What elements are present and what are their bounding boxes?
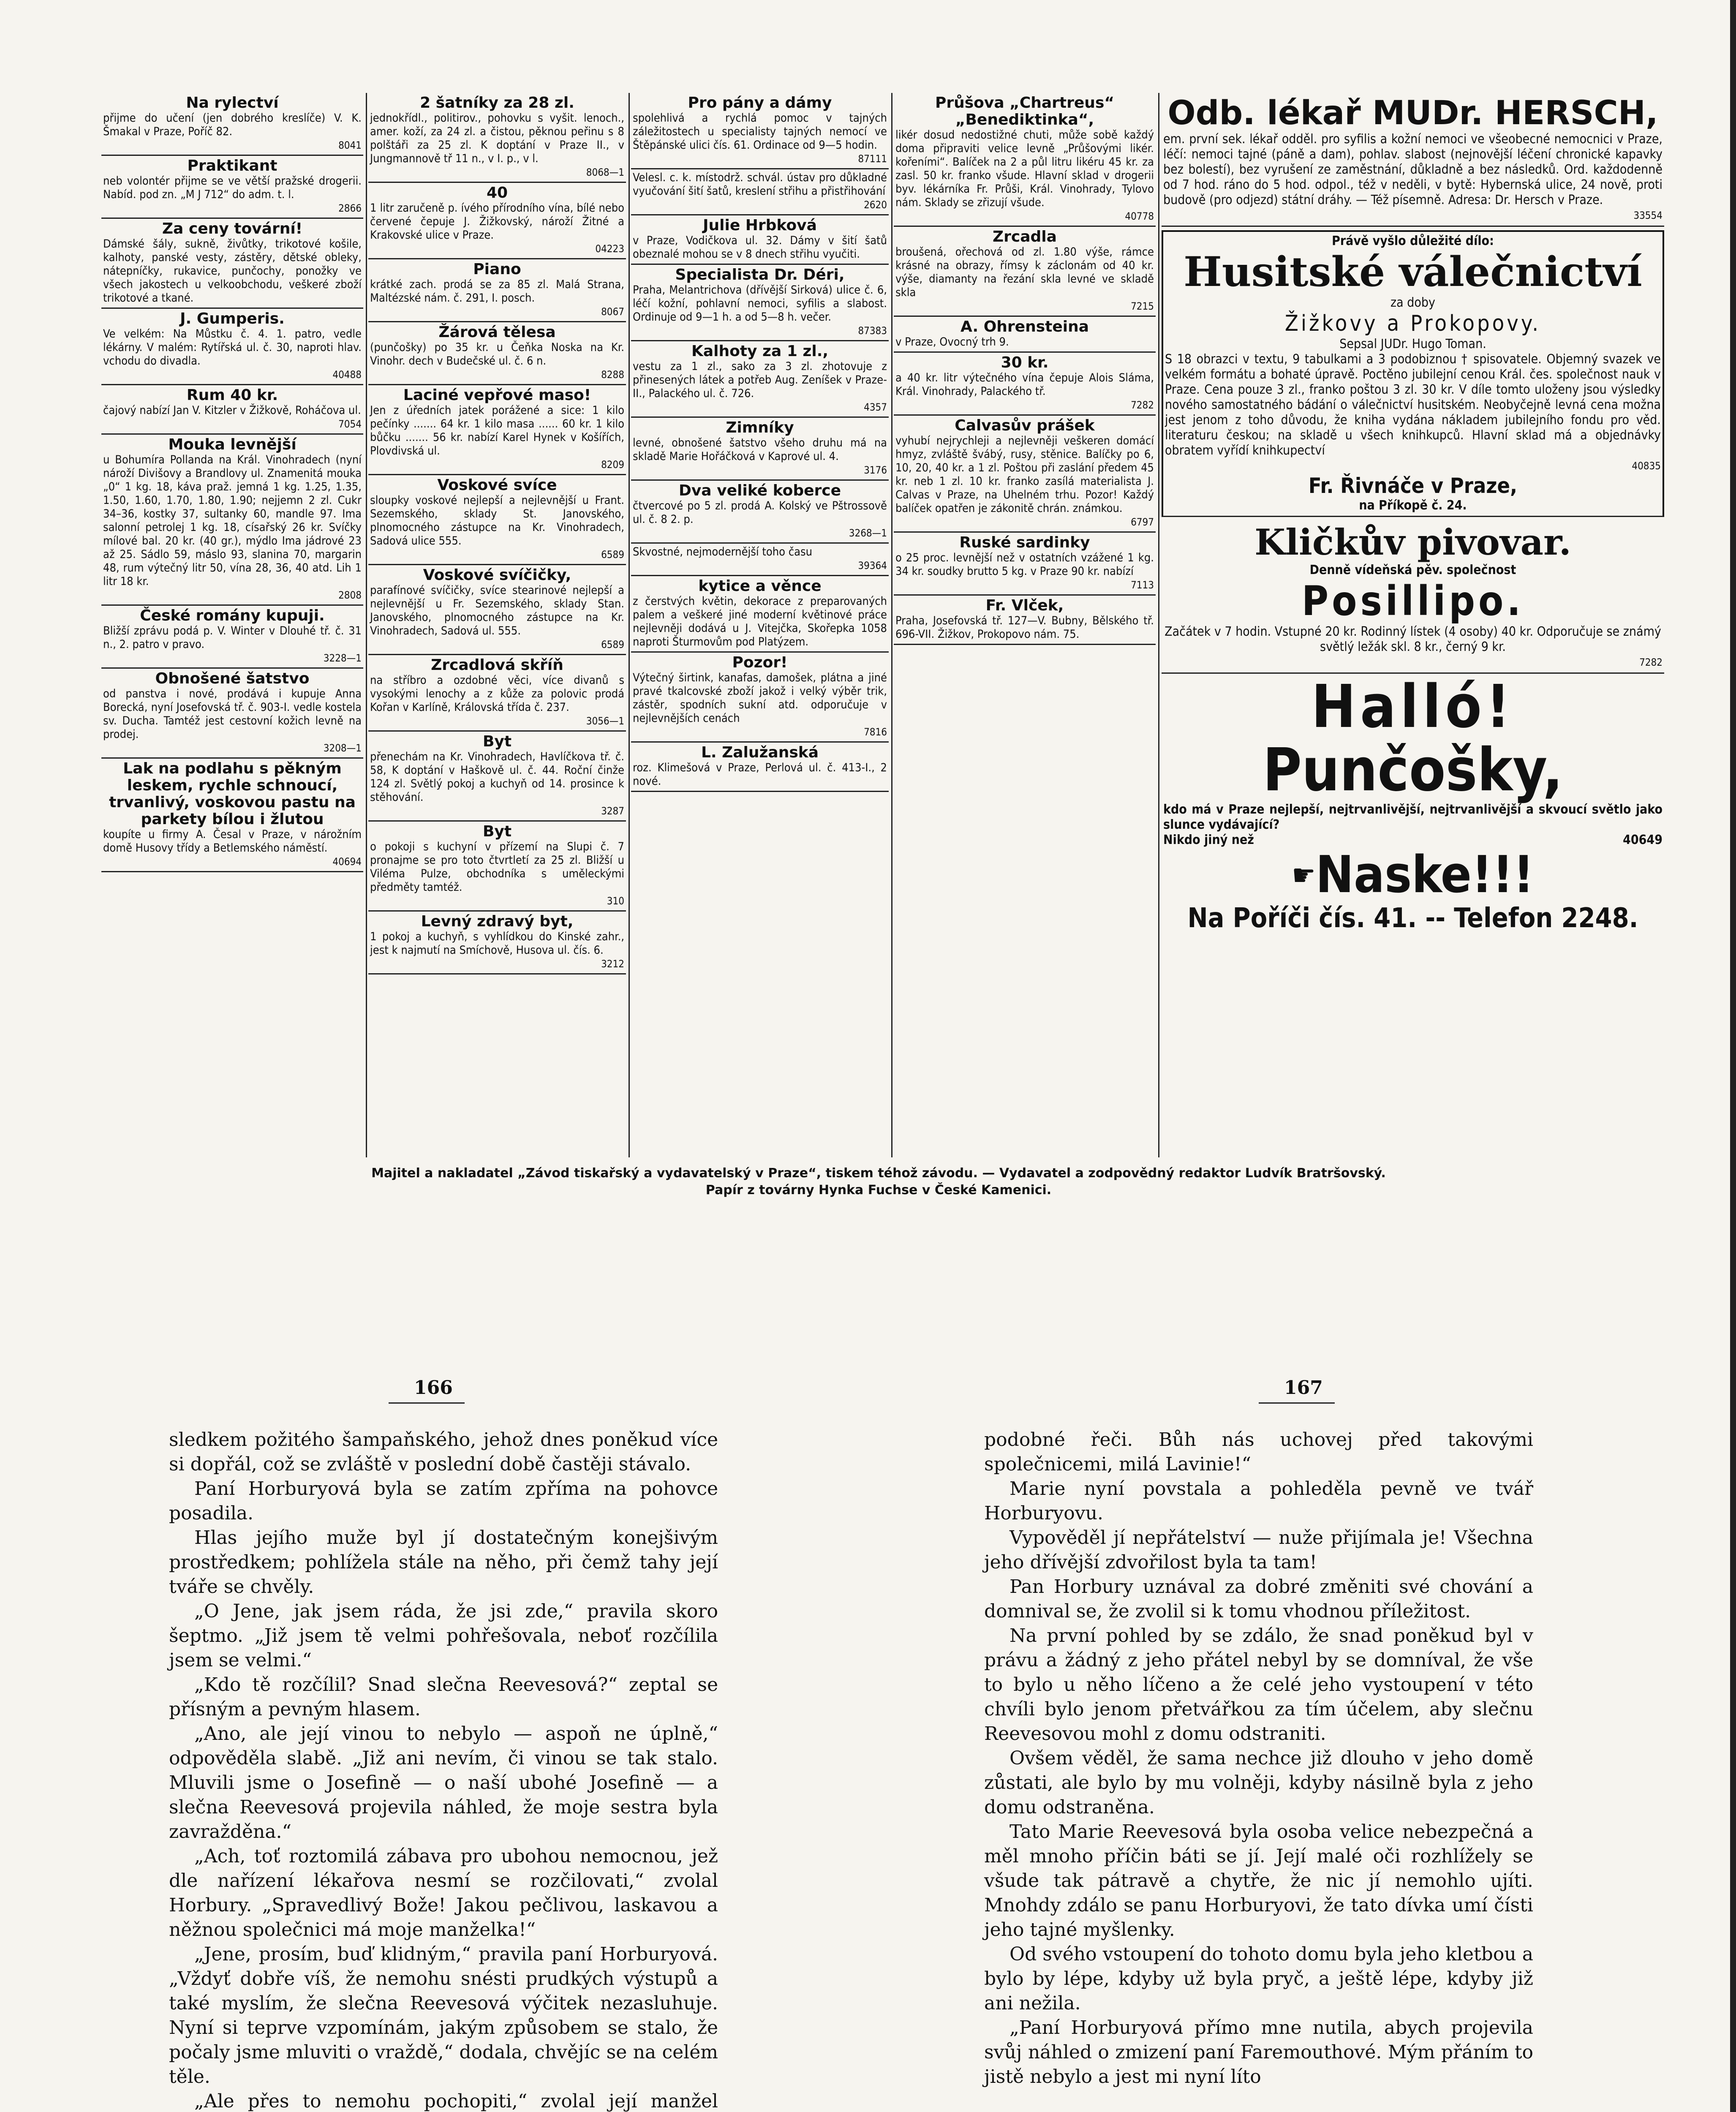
ad-number: 3056—1 [586,715,624,727]
ad-heading: Voskové svíce [437,476,557,494]
ad-text: 1 litr zaručeně p. ívého přírodního vína, bílé nebo červené čepuje J. Žižkovský, nároží Žitné a Krakovské ulice v Praze. [370,201,624,242]
prose-paragraph: sledkem požitého šampaňského, jehož dnes poněkud více si dopřál, což se zvláště v poslední době častěji stávalo. [169,1429,718,1475]
ad-heading: Laciné vepřové maso! [403,386,591,404]
ad-heading: Žárová tělesa [438,324,556,341]
classified-ad [368,732,626,822]
prose-paragraph: Vypověděl jí nepřátelství — nuže přijímala je! Všechna jeho dřívější zdvořilost byla ta tam! [984,1527,1533,1573]
ad-heading: Dva veliké koberce [678,482,841,499]
ad-number: 2620 [864,199,887,211]
ad-text: Bližší zprávu podá p. V. Winter v Dlouhé tř. č. 31 n., 2. patro v pravo. [103,624,362,651]
classified-ad [631,576,889,653]
classified-ad [894,596,1156,645]
prose-paragraph: Od svého vstoupení do tohoto domu byla jeho kletbou a bylo by lépe, kdyby už byla pryč, a ještě lépe, kdyby již ani nežila. [984,1943,1533,2014]
ad-text: Výtečný širtink, kanafas, damošek, plátna a jiné pravé tkalcovské zboží jakož i velký výběr trik, zástěr, spodních sukní atd. odporučuje v nejlevnějších cenách [633,671,887,725]
ad-heading: Na rylectví [186,94,279,112]
classified-ad [631,169,889,215]
ad-text: přijme do učení (jen dobrého kreslíče) V. K. Šmakal v Praze, Poříč 82. [103,112,362,138]
ad-text: koupíte u firmy A. Česal v Praze, v nárožním domě Husovy třídy a Betlemského náměstí. [103,828,362,855]
column-divider [629,93,630,1157]
ad-heading: Ruské sardinky [959,534,1090,551]
classified-ad [368,322,626,385]
ad-text: Praha, Josefovská tř. 127—V. Bubny, Bělského tř. 696-VII. Žižkov, Prokopovo nám. 75. [895,614,1154,641]
ad-number: 3212 [601,958,624,970]
klickuv-text: Začátek v 7 hodin. Vstupné 20 kr. Rodinný lístek (4 osoby) 40 kr. Odporučuje se známý světlý ležák skl. 8 kr., černý 9 kr. [1165,624,1661,654]
ad-heading: Pro pány a dámy [688,94,832,112]
ad-heading: Byt [482,733,512,750]
ad-heading: Piano [473,261,521,278]
paper-line: Papír z továrny Hynka Fuchse v České Kamenici. [705,1183,1052,1198]
classified-ad [368,475,626,565]
ad-heading: L. Zalužanská [701,744,819,761]
ad-number: 8067 [601,306,624,318]
classified-ad [631,341,889,418]
ad-text: od panstva i nové, prodává i kupuje Anna Borecká, nyní Josefovská tř. č. 903-I. vedle kostela sv. Ducha. Tamtéž jest cestovní kožich levně na prodej. [103,687,362,741]
classified-ad [631,215,889,265]
classified-ad [101,669,363,759]
book-address: na Příkopě č. 24. [1359,498,1467,513]
ad-hersch [1162,93,1664,227]
classified-ad [101,606,363,669]
publisher-line: Majitel a nakladatel „Závod tiskařský a vydavatelský v Praze“, tiskem téhož závodu. — Vydavatel a zodpovědný redaktor Ludvík Bratršovský. [371,1166,1386,1181]
ad-number: 87111 [858,153,887,165]
ad-heading: Zrcadlová skříň [431,656,563,674]
ad-number: 3176 [864,464,887,476]
ad-number: 3228—1 [323,652,362,664]
ad-heading: Rum 40 kr. [186,386,278,404]
classified-ad [101,309,363,385]
ad-text: jednokřídl., politirov., pohovku s vyšit. lenoch., amer. koží, za 24 zl. a čistou, pěknou peřinu s 8 polštáři za 25 zl. K doptání v Praze II., v Jungmannově tř 11 n., v I. p., v l. [370,112,624,165]
ad-number: 3287 [601,805,624,817]
classified-ad [368,912,626,974]
ad-number: 7113 [1131,579,1154,591]
hersch-title: Odb. lékař MUDr. HERSCH, [1167,94,1658,132]
prose-paragraph: Tato Marie Reevesová byla osoba velice nebezpečná a měl mnoho příčin báti se jí. Její malé oči rozhlížely se všude tak pátravě a chytře, že nic jí nemohlo ujíti. Mnohdy zdálo se panu Horburyovi, že tato dívka umí čísti jeho tajné myšlenky. [984,1821,1533,1941]
ad-number: 6589 [601,639,624,650]
puncosky-text: kdo má v Praze nejlepší, nejtrvanlivější, nejtrvanlivější a skvoucí světlo jako slunce vydávající? [1163,802,1663,832]
classified-ad [631,743,889,792]
ad-number: 7054 [338,418,362,430]
ad-number: 6589 [601,549,624,561]
ad-number: 310 [607,895,624,907]
right-page-border [1730,0,1736,2112]
ad-heading: 30 kr. [1001,354,1049,371]
klickuv-number: 7282 [1639,656,1663,668]
book-number: 40835 [1632,460,1661,472]
novel-page-left [169,1428,718,2112]
ad-text: Dámské šály, sukně, živůtky, trikotové košile, kalhoty, panské vesty, zástěry, dětské obleky, nátepníčky, rukavice, punčochy, ponožky ve všech jakostech u velkoobchodu, veškeré zboží trikotové a tkané. [103,237,362,305]
ad-number: 7215 [1131,300,1154,312]
ad-heading: J. Gumperis. [180,310,285,327]
hersch-text: em. první sek. lékař odděl. pro syfilis a kožní nemoci ve všeobecné nemocnici v Praze, léčí: nemoci tajné (páně a dam), pohlav. slabost (nejnovější léčení chronické kapavky bez bolestí), bez vyrušení ze zaměstnání, důkladně a bez následků. Ord. každodenně od 7 hod. ráno do 5 hod. odpol., též v neděli, v bytě: Hybernská ulice, 24 nově, proti budově (pro odjezd) státní dráhy. — Též písemně. Adresa: Dr. Hersch v Praze. [1163,132,1663,207]
hallo-heading: Halló! [1311,672,1515,741]
classified-ad [101,435,363,606]
classified-ad [368,385,626,475]
ad-text: Velesl. c. k. místodrž. schvál. ústav pro důkladné vyučování šití šatů, kreslení střihu a přistřihování [633,171,887,198]
ad-number: 87383 [858,325,887,337]
ad-husitske-valecnictvi [1162,230,1664,517]
ad-text: broušená, ořechová od zl. 1.80 výše, rámce krásné na obrazy, římsy k záclonám od 40 kr. výše, diamanty na řezání skla levné ve skladě skla [895,245,1154,299]
ad-heading: Obnošené šatstvo [155,670,310,687]
prose-paragraph: Paní Horburyová byla se zatím zpříma na pohovce posadila. [169,1478,718,1524]
ad-heading: Za ceny tovární! [162,220,303,237]
classified-ad [368,259,626,322]
ad-text: čtvercové po 5 zl. prodá A. Kolský ve Pštrossově ul. č. 8 2. p. [633,499,887,526]
puncosky-heading: Punčošky, [1263,736,1563,805]
ad-column-4 [894,93,1156,1157]
ad-text: vestu za 1 zl., sako za 3 zl. zhotovuje z přinesených látek a potřeb Aug. Zeníšek v Praze-II., Palackého ul. č. 726. [633,360,887,400]
naske-heading: Naske!!! [1315,846,1534,904]
prose-paragraph: Pan Horbury uznával za dobré změniti své chování a domnival se, že zvolil si k tomu vhodnou příležitost. [984,1576,1533,1622]
ad-number: 7816 [864,726,887,738]
klickuv-title: Kličkův pivovar. [1254,521,1571,563]
classified-ad [368,655,626,732]
classified-ad [631,653,889,743]
ad-number: 04223 [595,243,624,255]
classified-ad [368,822,626,912]
ad-number: 6797 [1131,516,1154,528]
book-text: S 18 obrazci v textu, 9 tabulkami a 3 podobiznou † spisovatele. Objemný svazek ve velkém formátu a bohaté úpravě. Poctěno jubilejní cenou Král. čes. společnost nauk v Praze. Cena pouze 3 zl., franko poštou 3 zl. 30 kr. V díle tomto uloženy jsou výsledky nového samostatného bádání o válečnictví husitském. Neobyčejně levná cena možna jest jenom z toho důvodu, že kniha vydána nákladem jubilejního fondu pro věd. literaturu českou; na skladě u všech knihkupců. Hlavní sklad má a objednávky obratem vyřídí knihkupectví [1165,352,1661,458]
klickuv-subtitle: Denně vídeňská pěv. společnost [1309,563,1516,577]
book-publisher: Fr. Řivnáče v Praze, [1308,474,1518,498]
ad-text: Praha, Melantrichova (dřívější Sirková) ulice č. 6, léčí kožní, pohlavní nemoci, syfilis a slabost. Ordinuje od 9—1 h. a od 5—8 h. večer. [633,283,887,324]
prose-paragraph: „Kdo tě rozčílil? Snad slečna Reevesová?“ zeptal se přísným a pevným hlasem. [169,1674,718,1720]
puncosky-line: Nikdo jiný než [1163,833,1254,847]
page-number-rule [1259,1402,1335,1404]
classified-ad [631,93,889,169]
ad-number: 2866 [338,202,362,214]
page-number-left: 166 [414,1377,453,1399]
prose-paragraph: Ovšem věděl, že sama nechce již dlouho v jeho domě zůstati, ale bylo by mu volněji, kdyby násilně byla z jeho domu odstraněna. [984,1747,1533,1818]
ad-heading: Lak na podlahu s pěkným leskem, rychle schnoucí, trvanlivý, voskovou pastu na parkety bílou i žlutou [109,760,356,828]
ad-number: 2808 [338,589,362,601]
classified-ad [894,227,1156,317]
ad-number: 8209 [601,459,624,471]
hersch-number: 33554 [1633,210,1663,221]
ad-number: 8068—1 [586,166,624,178]
ad-heading: Průšova „Chartreus“ „Benediktinka“, [935,94,1115,128]
prose-paragraph: Na první pohled by se zdálo, že snad poněkud byl v právu a žádný z jeho přátel nebyl by se domníval, že vše to bylo u něho líčeno a že celé jeho vystoupení v této chvíli bylo jenom přetvářkou za tím účelem, aby slečnu Reevesovou mohl z domu odstraniti. [984,1625,1533,1745]
prose-paragraph: „Jene, prosím, buď klidným,“ pravila paní Horburyová. „Vždyť dobře víš, že nemohu snésti prudkých výstupů a také myslím, že slečna Reevesová výčitek nezasluhuje. Nyní si teprve vzpomínám, jakým způsobem se stalo, že počaly jsme mluviti o vraždě,“ dodala, chvějíc se na celém těle. [169,1943,718,2088]
puncosky-number: 40649 [1623,833,1663,847]
ad-heading: Levný zdravý byt, [421,913,574,930]
ad-number: 3268—1 [849,527,887,539]
ad-heading: Fr. Vlček, [985,597,1064,614]
ad-text: (punčošky) po 35 kr. u Čeňka Noska na Kr. Vinohr. dech v Budečské ul. č. 6 n. [370,341,624,367]
ad-number: 40778 [1125,210,1154,222]
column-divider [891,93,892,1157]
ad-text: sloupky voskové nejlepší a nejlevnější u Frant. Sezemského, sklady St. Janovského, plnomocného zástupce na Kr. Vinohradech, Sadová ulice 555. [370,494,624,547]
column-divider [366,93,367,1157]
classified-ad [631,481,889,544]
prose-paragraph: „Ale přes to nemohu pochopiti,“ zvolal její manžel [194,2090,718,2112]
ad-heading: Byt [482,823,512,840]
ad-text: čajový nabízí Jan V. Kitzler v Žižkově, Roháčova ul. [103,404,361,417]
ad-text: na stříbro a ozdobné věci, více divanů s vysokými lenochy a z kůže za polovic prodá Kořan v Karlíně, Královská třída č. 237. [370,674,624,714]
prose-paragraph: Hlas jejího muže byl jí dostatečným konejšivým prostředkem; pohlížela stále na něho, při čemž tahy její tváře se chvěly. [169,1527,718,1598]
ad-naske-puncosky [1162,674,1664,936]
ad-number: 3208—1 [323,742,362,754]
classified-ad [101,385,363,435]
ad-heading: Zrcadla [993,228,1057,245]
ad-text: spolehlivá a rychlá pomoc v tajných záležitostech u specialisty tajných nemocí ve Štěpánské ulici čís. 61. Ordinace od 9—5 hodin. [633,112,887,152]
ad-column-1 [101,93,363,1157]
ad-heading: kytice a věnce [698,577,822,595]
classified-ad [101,156,363,219]
ad-text: likér dosud nedostižné chuti, může sobě každý doma připraviti velice levně „Průšovými likér. kořeními“. Balíček na 2 a půl litru likéru 45 kr. za zasl. 50 kr. franko všude. Hlavní sklad v drogerii byv. lékárníka Fr. Průši, Král. Vinohrady, Tylovo nám. Sklady se zřizují všude. [895,128,1154,209]
classified-ad [894,317,1156,353]
ad-text: Skvostné, nejmodernější toho času [633,545,813,558]
ad-text: levné, obnošené šatstvo všeho druhu má na skladě Marie Hořáčková v Kaprové ul. 4. [633,436,887,463]
ad-heading: A. Ohrensteina [960,318,1089,335]
ad-column-3 [631,93,889,1157]
classified-ad [631,544,889,576]
ad-heading: Mouka levnější [168,436,297,453]
ad-number: 8288 [601,369,624,381]
ad-number: 39364 [858,560,887,572]
book-sub2: Žižkovy a Prokopovy. [1284,311,1541,336]
book-intro: Právě vyšlo důležité dílo: [1332,234,1494,248]
ad-heading: Julie Hrbková [703,217,817,234]
ad-text: roz. Klimešová v Praze, Perlová ul. č. 413-I., 2 nové. [633,761,887,788]
ad-heading: Specialista Dr. Déri, [675,266,845,283]
ad-heading: Zimníky [726,419,794,436]
ad-text: přenechám na Kr. Vinohradech, Havlíčkova tř. č. 58, K doptání v Haškově ul. č. 44. Roční činže 124 zl. Světlý pokoj a kuchyň od 14. prosince k stěhování. [370,750,624,804]
book-author: Sepsal JUDr. Hugo Toman. [1339,337,1486,351]
classified-ad [101,93,363,156]
ad-number: 7282 [1131,399,1154,411]
prose-paragraph: „Ano, ale její vinou to nebylo — aspoň ne úplně,“ odpověděla slabě. „Již ani nevím, či vinou se tak stalo. Mluvili jsme o Josefině — o naší ubohé Josefině — a slečna Reevesová projevila náhled, že moje sestra byla zavražděna.“ [169,1723,718,1843]
classified-ad [101,759,363,872]
ad-number: 8041 [338,139,362,151]
ad-text: o 25 proc. levnější než v ostatních vzážené 1 kg. 34 kr. soudky brutto 5 kg. v Praze 90 kr. nabízí [895,551,1154,578]
ad-klickuv-pivovar [1162,520,1664,674]
ad-heading: Voskové svíčičky, [423,566,571,584]
ad-text: Ve velkém: Na Můstku č. 4. 1. patro, vedle lékárny. V malém: Rytířská ul. č. 30, naproti hlav. vchodu do divadla. [103,327,362,367]
classified-ad [894,93,1156,227]
ad-text: o pokoji s kuchyní v přízemí na Slupi č. 7 pronajme se pro toto čtvrtletí za 25 zl. Bližší u Viléma Pulze, obchodníka s uměleckými předměty tamtéž. [370,840,624,894]
page-number-rule [389,1402,465,1404]
ad-text: v Praze, Vodičkova ul. 32. Dámy v šití šatů obeznalé mohou se v 8 dnech střihu vyučiti. [633,234,887,261]
prose-paragraph: „Ach, toť roztomilá zábava pro ubohou nemocnou, jež dle nařízení lékařova nesmí se rozčilovati,“ zvolal Horbury. „Spravedlivý Bože! Jakou pečlivou, laskavou a něžnou společnici má moje manželka!“ [169,1845,718,1941]
ad-heading: Pozor! [732,654,788,671]
ad-heading: Praktikant [187,157,278,174]
classified-ad [894,533,1156,596]
pointing-hand-icon: ☛ [1292,858,1316,893]
column-divider [1158,93,1159,1157]
prose-paragraph: Marie nyní povstala a pohleděla pevně ve tvář Horburyovu. [984,1478,1533,1524]
novel-page-right [984,1428,1533,2089]
ad-column-2 [368,93,626,1157]
ad-heading: Calvasův prášek [955,417,1095,434]
ad-heading: Kalhoty za 1 zl., [691,343,829,360]
book-title: Husitské válečnictví [1184,248,1642,296]
posillipo-name: Posillipo. [1301,577,1524,625]
prose-paragraph: „Paní Horburyová přímo mne nutila, abych projevila svůj náhled o zmizení paní Faremouthové. Mým přáním to jistě nebylo a jest mi nyní líto [984,2017,1533,2088]
ad-heading: České romány kupuji. [140,607,325,624]
ad-text: vyhubí nejrychleji a nejlevněji veškeren domácí hmyz, zvláště švábý, rusy, stěnice. Balíčky po 6, 10, 20, 40 kr. a 1 zl. Poštou při zaslání předem 45 kr. neb 1 zl. 10 kr. franko zasílá materialista J. Calvas v Praze, na Uhelném trhu. Pozor! Každý balíček opatřen je zákonitě chrán. známkou. [895,434,1154,515]
ad-text: v Praze, Ovocný trh 9. [895,335,1009,348]
classified-ad [368,183,626,259]
ad-text: parafínové svíčičky, svíce stearinové nejlepší a nejlevnější u Fr. Sezemského, sklady Stan. Janovského, plnomocného zástupce na Kr. Vinohradech, Sadová ul. 555. [370,584,624,637]
prose-paragraph: „O Jene, jak jsem ráda, že jsi zde,“ pravila skoro šeptmo. „Již jsem tě velmi pohřešovala, neboť rozčílila jsem se velmi.“ [169,1600,718,1671]
ad-text: Jen z úředních jatek porážené a sice: 1 kilo pečínky ....... 64 kr. 1 kilo masa ...... 60 kr. 1 kilo bůčku ....... 56 kr. nabízí Karel Hynek v Košířích, Plovdivská ul. [370,404,624,457]
ad-text: u Bohumíra Pollanda na Král. Vinohradech (nyní nároží Divišovy a Brandlovy ul. Znamenitá mouka „0“ 1 kg. 18, káva praž. jemná 1 kg. 1.25, 1.35, 1.50, 1.60, 1.70, 1.80, 1.90; nejjemn 2 zl. Cukr 34–36, kostky 37, sultanky 60, mandle 97. Ima salonní petrolej 1 kg. 18, císařský 26 kr. Svíčky mílové bal. 20 kr. (40 gr.), mýdlo Ima jádrové 23 až 25. Sádlo 59, máslo 93, slanina 70, margarin 48, rum výtečný litr 50, vína 28, 36, 40 atd. Lih 1 litr 18 kr. [103,453,362,588]
advertisement-section [101,93,1664,1157]
ad-heading: 40 [486,184,508,201]
classified-ad [894,353,1156,416]
ad-column-5 [1162,93,1664,1157]
page-number-right: 167 [1284,1377,1323,1399]
classified-ad [631,265,889,341]
classified-ad [368,93,626,183]
classified-ad [631,418,889,481]
ad-heading: 2 šatníky za 28 zl. [420,94,574,112]
ad-number: 40488 [332,369,362,381]
classified-ad [894,416,1156,533]
ad-text: krátké zach. prodá se za 85 zl. Malá Strana, Maltézské nám. č. 291, I. posch. [370,278,624,305]
ad-number: 40694 [332,856,362,868]
prose-paragraph: podobné řeči. Bůh nás uchovej před takovými společnicemi, milá Lavinie!“ [984,1429,1533,1475]
ad-text: z čerstvých květin, dekorace z preparovaných palem a veškeré jiné moderní květinové práce nejlevněji dodává u J. Vitejčka, Skořepka 1058 naproti Šturmovům pod Platýzem. [633,595,887,648]
naske-address: Na Poříči čís. 41. -- Telefon 2248. [1187,903,1638,934]
ad-text: a 40 kr. litr výtečného vína čepuje Alois Sláma, Král. Vinohrady, Palackého tř. [895,371,1154,398]
ad-text: neb volontér přijme se ve větší pražské drogerii. Nabíd. pod zn. „M J 712“ do adm. t. l. [103,174,362,201]
classified-ad [101,219,363,309]
ad-text: 1 pokoj a kuchyň, s vyhlídkou do Kinské zahr., jest k najmutí na Smíchově, Husova ul. čís. 6. [370,930,624,957]
book-sub1: za doby [1390,295,1436,310]
classified-ad [368,565,626,655]
ad-number: 4357 [864,401,887,413]
